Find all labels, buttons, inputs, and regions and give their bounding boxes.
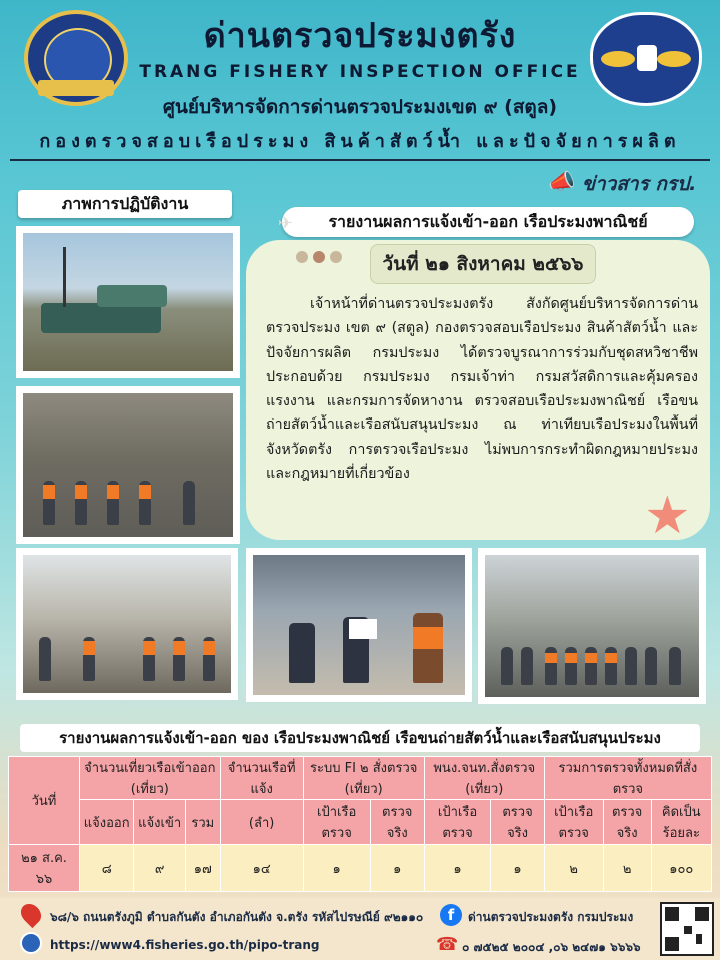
photo-crew-lineup — [16, 548, 238, 700]
footer-website-link[interactable]: https://www4.fisheries.go.th/pipo-trang — [50, 938, 320, 952]
photo-document-check — [246, 548, 472, 702]
qr-code[interactable] — [660, 902, 714, 956]
group-total: รวมการตรวจทั้งหมดที่สั่งตรวจ — [544, 757, 711, 800]
person — [289, 623, 315, 683]
decorative-dots — [296, 248, 347, 267]
sub-total-target: เป้าเรือตรวจ — [544, 800, 603, 845]
badge-shield-icon — [637, 45, 657, 71]
life-vest — [203, 641, 215, 655]
life-vest — [83, 641, 95, 655]
group-pnc: พนง.จนท.สั่งตรวจ (เที่ยว) — [424, 757, 544, 800]
photo-content — [485, 555, 699, 697]
sub-fi-target: เป้าเรือตรวจ — [303, 800, 370, 845]
person — [521, 647, 533, 685]
sub-in: แจ้งเข้า — [134, 800, 186, 845]
cell-fi-target: ๑ — [303, 845, 370, 892]
facebook-icon[interactable]: f — [440, 904, 462, 926]
clipboard — [349, 619, 377, 639]
division-subtitle: กองตรวจสอบเรือประมง สินค้าสัตว์น้ำ และปัจจัยการผลิต — [39, 131, 681, 152]
group-boats: จำนวนเรือที่แจ้ง — [220, 757, 303, 800]
report-table — [8, 756, 712, 892]
person — [645, 647, 657, 685]
phone-icon: ☎ — [436, 934, 459, 955]
qr-finder — [665, 907, 679, 921]
cell-pnc-target: ๑ — [424, 845, 491, 892]
footer-address: ๖๘/๖ ถนนตรังภูมิ ตำบลกันตัง อำเภอกันตัง จ.ตรัง รหัสไปรษณีย์ ๙๒๑๑๐ — [50, 910, 424, 924]
sub-boats: (ลำ) — [220, 800, 303, 845]
footer-facebook[interactable]: ด่านตรวจประมงตรัง กรมประมง — [468, 910, 634, 924]
photos-section-label: ภาพการปฏิบัติงาน — [18, 190, 232, 218]
photo-content — [253, 555, 465, 695]
person — [183, 481, 195, 525]
sub-out: แจ้งออก — [80, 800, 134, 845]
badge-wing-right — [657, 51, 691, 67]
sub-percent: คิดเป็นร้อยละ — [651, 800, 711, 845]
cell-in: ๙ — [134, 845, 186, 892]
photo-content — [23, 393, 233, 537]
table-row — [9, 845, 712, 892]
life-vest — [107, 485, 119, 499]
sub-total-actual: ตรวจจริง — [603, 800, 651, 845]
report-section-label — [278, 207, 694, 237]
life-vest — [173, 641, 185, 655]
center-subtitle: ศูนย์บริหารจัดการด่านตรวจประมงเขต ๙ (สตูล) — [162, 96, 558, 118]
row-day: ๒๑ ส.ค. ๖๖ — [9, 845, 80, 892]
sub-pnc-actual: ตรวจจริง — [491, 800, 544, 845]
header-divider — [10, 159, 710, 161]
article-body: เจ้าหน้าที่ด่านตรวจประมงตรัง สังกัดศูนย์บริหารจัดการด่านตรวจประมง เขต ๙ (สตูล) กองตรวจสอบเรือประมง สินค้าสัตว์น้ำ และปัจจัยการผลิต กรมประมง ได้ตรวจบูรณาการร่วมกับชุดสหวิชาชีพ ประกอบด้วย กรมประมง กรมเจ้าท่า กรมสวัสดิการและคุ้มครองแรงงาน และกรมการจัดหางาน ตรวจสอบเรือประมงพาณิชย์ เรือขนถ่ายสัตว์น้ำและเรือสนับสนุนประมง ณ ท่าเทียบเรือประมงในพื้นที่จังหวัดตรัง การตรวจเรือประมง ไม่พบการกระทำผิดกฎหมายประมงและกฎหมายที่เกี่ยวข้อง — [266, 296, 698, 483]
table-heading: รายงานผลการแจ้งเข้า-ออก ของ เรือประมงพาณิชย์ เรือขนถ่ายสัตว์น้ำและเรือสนับสนุนประมง — [20, 724, 700, 752]
sub-fi-actual: ตรวจจริง — [370, 800, 424, 845]
megaphone-icon: 📣 — [548, 170, 576, 195]
news-label — [548, 168, 708, 198]
cell-pnc-actual: ๑ — [491, 845, 544, 892]
mast — [63, 247, 66, 307]
boat-shape — [41, 303, 161, 333]
qr-finder — [695, 907, 709, 921]
person — [501, 647, 513, 685]
cell-fi-actual: ๑ — [370, 845, 424, 892]
life-vest — [545, 653, 557, 663]
photo-boat-harbor — [16, 226, 240, 378]
seagull-icon: ✈ — [278, 213, 294, 234]
photo-inspection-team — [16, 386, 240, 544]
life-vest — [75, 485, 87, 499]
sub-sum: รวม — [185, 800, 220, 845]
person — [625, 647, 637, 685]
photo-content — [23, 233, 233, 371]
report-section-label-text: รายงานผลการแจ้งเข้า-ออก เรือประมงพาณิชย์ — [328, 212, 648, 231]
life-vest — [585, 653, 597, 663]
news-label-text: ข่าวสาร กรป. — [582, 173, 697, 195]
qr-module — [696, 934, 702, 944]
cell-percent: ๑๐๐ — [651, 845, 711, 892]
life-vest — [139, 485, 151, 499]
office-title-thai: ด่านตรวจประมงตรัง — [203, 16, 517, 56]
life-vest — [43, 485, 55, 499]
table-subheader-row — [9, 800, 712, 845]
life-vest — [605, 653, 617, 663]
person — [669, 647, 681, 685]
office-title-english: TRANG FISHERY INSPECTION OFFICE — [139, 62, 581, 82]
photo-group-pier — [478, 548, 706, 704]
cell-total-target: ๒ — [544, 845, 603, 892]
person — [39, 637, 51, 681]
life-vest — [565, 653, 577, 663]
globe-icon — [20, 932, 42, 954]
life-vest — [143, 641, 155, 655]
fishery-inspection-badge-logo — [590, 12, 702, 106]
table-header-row — [9, 757, 712, 800]
footer-phone: ๐ ๗๕๒๕ ๒๐๐๔ ,๐๖ ๒๔๗๑ ๖๖๖๖ — [462, 940, 641, 954]
qr-module — [684, 926, 692, 934]
cell-sum: ๑๗ — [185, 845, 220, 892]
qr-finder — [665, 937, 679, 951]
cell-boats: ๑๔ — [220, 845, 303, 892]
group-trips: จำนวนเที่ยวเรือเข้าออก (เที่ยว) — [80, 757, 221, 800]
dot — [313, 251, 325, 263]
dot — [296, 251, 308, 263]
cell-total-actual: ๒ — [603, 845, 651, 892]
boat-cabin — [97, 285, 167, 307]
cell-out: ๘ — [80, 845, 134, 892]
photo-content — [23, 555, 231, 693]
dot — [330, 251, 342, 263]
group-fi: ระบบ FI ๒ สั่งตรวจ (เที่ยว) — [303, 757, 424, 800]
life-vest — [413, 627, 443, 649]
col-day: วันที่ — [9, 757, 80, 845]
starfish-icon: ★ — [644, 486, 691, 546]
badge-wing-left — [601, 51, 635, 67]
article-date: วันที่ ๒๑ สิงหาคม ๒๕๖๖ — [370, 244, 596, 284]
sub-pnc-target: เป้าเรือตรวจ — [424, 800, 491, 845]
